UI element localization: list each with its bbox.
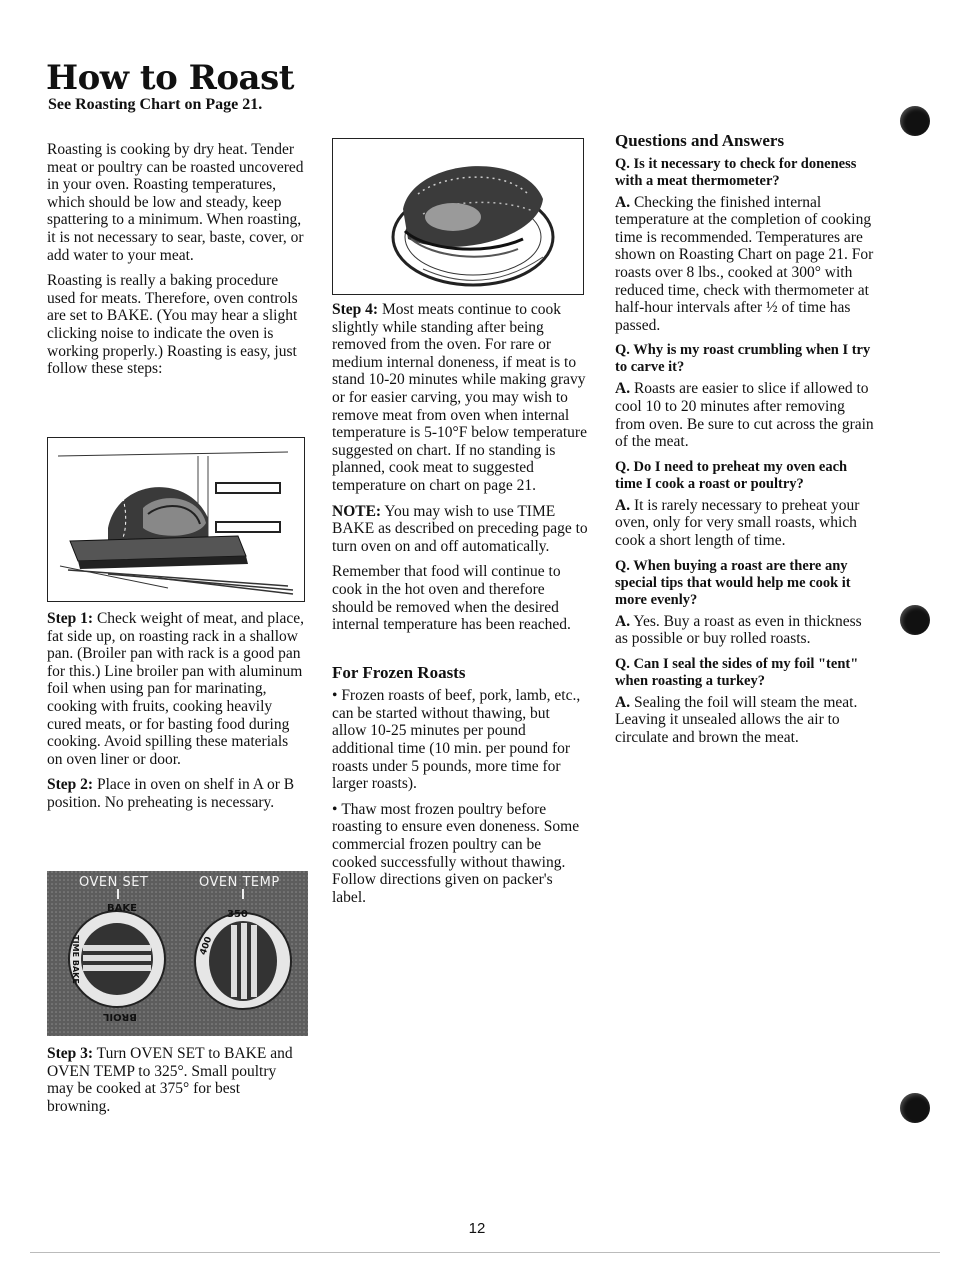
answer-3-text: It is rarely necessary to preheat your oven, only for very small roasts, which cook a short length of time. — [615, 496, 860, 549]
frozen-bullet-1-text: Frozen roasts of beef, pork, lamb, etc., can be started without thawing, but allow 10-25 minutes per pound additional time (10 min. per pound for roasts under 5 pounds, more time for larger roasts). — [332, 687, 581, 793]
step-2-label: Step 2: — [47, 776, 94, 794]
page-number: 12 — [468, 1220, 486, 1237]
time-bake-mark: TIME BAKE — [70, 935, 80, 984]
roast-in-oven-illustration — [47, 437, 305, 602]
answer-2 — [615, 380, 877, 450]
temp-350-mark: 350 — [227, 909, 248, 920]
footer-rule — [30, 1252, 940, 1253]
step-2-text: Place in oven on shelf in A or B position. No preheating is necessary. — [47, 776, 295, 811]
page-title: How to Roast — [46, 58, 294, 98]
step-3-label: Step 3: — [47, 1045, 94, 1062]
qa-heading: Questions and Answers — [615, 131, 785, 150]
question-4: Q. When buying a roast are there any special tips that would help me cook it more evenly? — [615, 557, 851, 608]
remember-paragraph: Remember that food will continue to cook in the hot oven and therefore should be removed when the desired internal temperature has been reached. — [332, 563, 571, 634]
answer-1-text: Checking the finished internal temperature at the completion of cooking time is recommended. Temperatures are shown on Roasting Chart on page 21. For roasts over 8 lbs., cooked at 300° with reduced time, check with thermometer at half-hour intervals after ½ of time has passed. — [615, 193, 874, 334]
answer-label: A. — [615, 380, 631, 398]
question-1: Q. Is it necessary to check for doneness with a meat thermometer? — [615, 155, 857, 189]
roast-on-platter-illustration — [332, 138, 584, 295]
answer-label: A. — [615, 496, 631, 514]
answer-3 — [615, 497, 877, 550]
answer-label: A. — [615, 612, 631, 630]
oven-roast-drawing — [48, 438, 304, 601]
oven-dials-drawing — [47, 871, 308, 1036]
step-1-label: Step 1: — [47, 610, 94, 627]
column-1 — [47, 141, 305, 386]
page-subtitle: See Roasting Chart on Page 21. — [48, 96, 263, 113]
answer-2-text: Roasts are easier to slice if allowed to cool 10 to 20 minutes after removing from oven. Be sure to cut across the grain of the meat. — [615, 380, 874, 451]
binder-hole-bottom — [900, 1093, 930, 1123]
question-2: Q. Why is my roast crumbling when I try to carve it? — [615, 342, 871, 376]
question-3: Q. Do I need to preheat my oven each time I cook a roast or poultry? — [615, 458, 848, 492]
answer-4-text: Yes. Buy a roast as even in thickness as possible or buy rolled roasts. — [615, 612, 862, 648]
step-4-label: Step 4: — [332, 301, 379, 318]
answer-5-text: Sealing the foil will steam the meat. Leaving it unsealed allows the air to circulate and brown the meat. — [615, 693, 858, 746]
step-3-block — [47, 1045, 305, 1123]
intro-paragraph-1: Roasting is cooking by dry heat. Tender meat or poultry can be roasted uncovered in your oven. Roasting temperatures, which should be low and steady, keep spattering to a minimum. When roasting, it is not necessary to sear, baste, cover, or add water to your meat. — [47, 141, 304, 264]
answer-1 — [615, 194, 877, 335]
answer-5 — [615, 694, 877, 747]
answer-label: A. — [615, 193, 631, 211]
column-3 — [615, 132, 877, 754]
bullet-dot-icon: • — [332, 687, 342, 705]
binder-hole-middle — [900, 605, 930, 635]
frozen-bullet-1 — [332, 687, 588, 793]
step-1-text: Check weight of meat, and place, fat side up, on roasting rack in a shallow pan. (Broiler pan with rack is a good pan for this.) Line broiler pan with aluminum foil when using pan for marinating, cooking with fruits, cooking heavily cured meats, or for basting food during cooking. Avoid spilling these materials on oven liner or door. — [47, 610, 304, 768]
binder-hole-top — [900, 106, 930, 136]
broil-mark: BROIL — [103, 1011, 137, 1022]
intro-paragraph-2: Roasting is really a baking procedure used for meats. Therefore, oven controls are set to BAKE. (You may hear a slight clicking noise to indicate the oven is working properly.) Roasting is easy, just follow these steps: — [47, 272, 298, 378]
frozen-bullet-2 — [332, 801, 588, 907]
oven-control-dials-photo — [47, 871, 308, 1036]
frozen-bullet-2-text: Thaw most frozen poultry before roasting to ensure even doneness. Some commercial frozen poultry can be cooked successfully without thawing. Follow directions given on packer's label. — [332, 800, 580, 906]
temp-400-mark: 400 — [198, 935, 215, 957]
note-text: You may wish to use TIME BAKE as described on preceding page to turn oven on and off automatically. — [332, 502, 588, 555]
frozen-roasts-heading: For Frozen Roasts — [332, 662, 466, 682]
answer-label: A. — [615, 693, 631, 711]
answer-4 — [615, 613, 877, 648]
platter-roast-drawing — [333, 139, 583, 294]
bullet-dot-icon: • — [332, 800, 342, 818]
step-1-block — [47, 610, 305, 820]
question-5: Q. Can I seal the sides of my foil "tent" when roasting a turkey? — [615, 655, 859, 689]
note-label: NOTE: — [332, 502, 382, 520]
step-4-text: Most meats continue to cook slightly while standing after being removed from the oven. For rare or medium internal doneness, if meat is to stand 10-20 minutes while making gravy or for easier carving, you may wish to remove meat from oven when internal temperature is 5-10°F below temperature suggested on chart. If no standing is planned, cook meat to suggested temperature on chart on page 21. — [332, 301, 587, 494]
oven-temp-label: OVEN TEMP — [199, 875, 280, 890]
step-3-text: Turn OVEN SET to BAKE and OVEN TEMP to 325°. Small poultry may be cooked at 375° for best browning. — [47, 1045, 293, 1115]
oven-set-label: OVEN SET — [79, 875, 149, 890]
column-2 — [332, 301, 588, 914]
bake-mark: BAKE — [107, 903, 137, 914]
